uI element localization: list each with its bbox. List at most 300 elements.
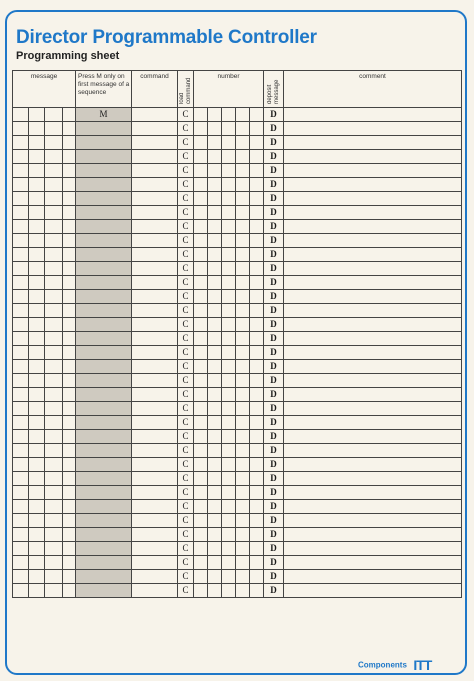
message-digit-cell[interactable] — [29, 458, 45, 472]
number-digit-cell[interactable] — [236, 444, 250, 458]
message-digit-cell[interactable] — [29, 472, 45, 486]
command-cell[interactable] — [132, 570, 178, 584]
number-digit-cell[interactable] — [208, 136, 222, 150]
deposit-message-cell[interactable]: D — [264, 164, 284, 178]
number-digit-cell[interactable] — [250, 374, 264, 388]
message-digit-cell[interactable] — [45, 388, 63, 402]
message-digit-cell[interactable] — [13, 304, 29, 318]
number-digit-cell[interactable] — [236, 248, 250, 262]
number-digit-cell[interactable] — [250, 178, 264, 192]
press-m-cell[interactable] — [76, 150, 132, 164]
number-digit-cell[interactable] — [236, 136, 250, 150]
number-digit-cell[interactable] — [236, 304, 250, 318]
number-digit-cell[interactable] — [250, 332, 264, 346]
deposit-message-cell[interactable]: D — [264, 136, 284, 150]
number-digit-cell[interactable] — [222, 248, 236, 262]
number-digit-cell[interactable] — [250, 388, 264, 402]
deposit-message-cell[interactable]: D — [264, 360, 284, 374]
command-cell[interactable] — [132, 500, 178, 514]
number-digit-cell[interactable] — [236, 542, 250, 556]
message-digit-cell[interactable] — [29, 346, 45, 360]
message-digit-cell[interactable] — [13, 388, 29, 402]
number-digit-cell[interactable] — [250, 514, 264, 528]
number-digit-cell[interactable] — [250, 262, 264, 276]
number-digit-cell[interactable] — [236, 220, 250, 234]
comment-cell[interactable] — [284, 388, 462, 402]
message-digit-cell[interactable] — [13, 262, 29, 276]
number-digit-cell[interactable] — [250, 402, 264, 416]
message-digit-cell[interactable] — [45, 542, 63, 556]
command-cell[interactable] — [132, 206, 178, 220]
message-digit-cell[interactable] — [13, 360, 29, 374]
press-m-cell[interactable] — [76, 206, 132, 220]
number-digit-cell[interactable] — [222, 542, 236, 556]
press-m-cell[interactable] — [76, 122, 132, 136]
number-digit-cell[interactable] — [250, 542, 264, 556]
number-digit-cell[interactable] — [194, 514, 208, 528]
comment-cell[interactable] — [284, 430, 462, 444]
number-digit-cell[interactable] — [194, 248, 208, 262]
number-digit-cell[interactable] — [194, 304, 208, 318]
press-m-cell[interactable] — [76, 332, 132, 346]
message-digit-cell[interactable] — [45, 514, 63, 528]
message-digit-cell[interactable] — [29, 318, 45, 332]
message-digit-cell[interactable] — [29, 206, 45, 220]
message-digit-cell[interactable] — [13, 486, 29, 500]
message-digit-cell[interactable] — [63, 164, 76, 178]
message-digit-cell[interactable] — [63, 500, 76, 514]
message-digit-cell[interactable] — [45, 346, 63, 360]
message-digit-cell[interactable] — [63, 444, 76, 458]
press-m-cell[interactable] — [76, 234, 132, 248]
message-digit-cell[interactable] — [63, 570, 76, 584]
press-m-cell[interactable] — [76, 346, 132, 360]
number-digit-cell[interactable] — [236, 528, 250, 542]
number-digit-cell[interactable] — [208, 248, 222, 262]
number-digit-cell[interactable] — [194, 360, 208, 374]
number-digit-cell[interactable] — [250, 234, 264, 248]
number-digit-cell[interactable] — [208, 290, 222, 304]
message-digit-cell[interactable] — [29, 500, 45, 514]
number-digit-cell[interactable] — [194, 542, 208, 556]
press-m-cell[interactable] — [76, 458, 132, 472]
load-command-cell[interactable]: C — [178, 304, 194, 318]
number-digit-cell[interactable] — [208, 108, 222, 122]
load-command-cell[interactable]: C — [178, 262, 194, 276]
deposit-message-cell[interactable]: D — [264, 374, 284, 388]
message-digit-cell[interactable] — [13, 472, 29, 486]
command-cell[interactable] — [132, 318, 178, 332]
message-digit-cell[interactable] — [29, 430, 45, 444]
message-digit-cell[interactable] — [29, 556, 45, 570]
message-digit-cell[interactable] — [13, 556, 29, 570]
message-digit-cell[interactable] — [63, 122, 76, 136]
load-command-cell[interactable]: C — [178, 402, 194, 416]
load-command-cell[interactable]: C — [178, 192, 194, 206]
comment-cell[interactable] — [284, 178, 462, 192]
load-command-cell[interactable]: C — [178, 542, 194, 556]
comment-cell[interactable] — [284, 472, 462, 486]
message-digit-cell[interactable] — [13, 206, 29, 220]
load-command-cell[interactable]: C — [178, 430, 194, 444]
number-digit-cell[interactable] — [222, 402, 236, 416]
number-digit-cell[interactable] — [250, 150, 264, 164]
deposit-message-cell[interactable]: D — [264, 276, 284, 290]
number-digit-cell[interactable] — [194, 570, 208, 584]
message-digit-cell[interactable] — [13, 164, 29, 178]
number-digit-cell[interactable] — [250, 360, 264, 374]
number-digit-cell[interactable] — [194, 486, 208, 500]
message-digit-cell[interactable] — [29, 402, 45, 416]
message-digit-cell[interactable] — [63, 486, 76, 500]
number-digit-cell[interactable] — [208, 444, 222, 458]
number-digit-cell[interactable] — [194, 528, 208, 542]
number-digit-cell[interactable] — [250, 486, 264, 500]
number-digit-cell[interactable] — [250, 220, 264, 234]
number-digit-cell[interactable] — [194, 374, 208, 388]
comment-cell[interactable] — [284, 570, 462, 584]
number-digit-cell[interactable] — [236, 234, 250, 248]
message-digit-cell[interactable] — [13, 542, 29, 556]
comment-cell[interactable] — [284, 500, 462, 514]
comment-cell[interactable] — [284, 206, 462, 220]
number-digit-cell[interactable] — [194, 556, 208, 570]
number-digit-cell[interactable] — [222, 556, 236, 570]
message-digit-cell[interactable] — [29, 528, 45, 542]
message-digit-cell[interactable] — [13, 430, 29, 444]
number-digit-cell[interactable] — [194, 178, 208, 192]
message-digit-cell[interactable] — [29, 290, 45, 304]
deposit-message-cell[interactable]: D — [264, 458, 284, 472]
message-digit-cell[interactable] — [29, 416, 45, 430]
press-m-cell[interactable] — [76, 276, 132, 290]
comment-cell[interactable] — [284, 318, 462, 332]
comment-cell[interactable] — [284, 150, 462, 164]
deposit-message-cell[interactable]: D — [264, 416, 284, 430]
message-digit-cell[interactable] — [13, 584, 29, 598]
deposit-message-cell[interactable]: D — [264, 500, 284, 514]
number-digit-cell[interactable] — [236, 514, 250, 528]
comment-cell[interactable] — [284, 346, 462, 360]
command-cell[interactable] — [132, 332, 178, 346]
load-command-cell[interactable]: C — [178, 136, 194, 150]
number-digit-cell[interactable] — [208, 374, 222, 388]
number-digit-cell[interactable] — [208, 332, 222, 346]
command-cell[interactable] — [132, 122, 178, 136]
message-digit-cell[interactable] — [45, 332, 63, 346]
message-digit-cell[interactable] — [63, 374, 76, 388]
load-command-cell[interactable]: C — [178, 150, 194, 164]
message-digit-cell[interactable] — [63, 108, 76, 122]
number-digit-cell[interactable] — [222, 374, 236, 388]
number-digit-cell[interactable] — [222, 346, 236, 360]
comment-cell[interactable] — [284, 486, 462, 500]
message-digit-cell[interactable] — [13, 332, 29, 346]
number-digit-cell[interactable] — [236, 290, 250, 304]
message-digit-cell[interactable] — [45, 206, 63, 220]
deposit-message-cell[interactable]: D — [264, 444, 284, 458]
number-digit-cell[interactable] — [250, 584, 264, 598]
number-digit-cell[interactable] — [208, 514, 222, 528]
number-digit-cell[interactable] — [194, 164, 208, 178]
deposit-message-cell[interactable]: D — [264, 122, 284, 136]
comment-cell[interactable] — [284, 192, 462, 206]
comment-cell[interactable] — [284, 514, 462, 528]
command-cell[interactable] — [132, 514, 178, 528]
command-cell[interactable] — [132, 108, 178, 122]
message-digit-cell[interactable] — [63, 276, 76, 290]
message-digit-cell[interactable] — [63, 206, 76, 220]
press-m-cell[interactable] — [76, 388, 132, 402]
deposit-message-cell[interactable]: D — [264, 430, 284, 444]
number-digit-cell[interactable] — [222, 276, 236, 290]
number-digit-cell[interactable] — [236, 108, 250, 122]
command-cell[interactable] — [132, 542, 178, 556]
number-digit-cell[interactable] — [194, 584, 208, 598]
message-digit-cell[interactable] — [45, 318, 63, 332]
number-digit-cell[interactable] — [236, 122, 250, 136]
press-m-cell[interactable] — [76, 514, 132, 528]
message-digit-cell[interactable] — [29, 248, 45, 262]
number-digit-cell[interactable] — [250, 192, 264, 206]
number-digit-cell[interactable] — [208, 584, 222, 598]
message-digit-cell[interactable] — [45, 528, 63, 542]
command-cell[interactable] — [132, 276, 178, 290]
message-digit-cell[interactable] — [29, 388, 45, 402]
load-command-cell[interactable]: C — [178, 108, 194, 122]
number-digit-cell[interactable] — [236, 584, 250, 598]
number-digit-cell[interactable] — [250, 430, 264, 444]
message-digit-cell[interactable] — [29, 542, 45, 556]
number-digit-cell[interactable] — [250, 206, 264, 220]
message-digit-cell[interactable] — [45, 108, 63, 122]
number-digit-cell[interactable] — [208, 570, 222, 584]
number-digit-cell[interactable] — [208, 234, 222, 248]
message-digit-cell[interactable] — [63, 290, 76, 304]
message-digit-cell[interactable] — [63, 360, 76, 374]
message-digit-cell[interactable] — [45, 444, 63, 458]
number-digit-cell[interactable] — [208, 388, 222, 402]
number-digit-cell[interactable] — [222, 234, 236, 248]
message-digit-cell[interactable] — [13, 402, 29, 416]
load-command-cell[interactable]: C — [178, 360, 194, 374]
command-cell[interactable] — [132, 220, 178, 234]
deposit-message-cell[interactable]: D — [264, 318, 284, 332]
message-digit-cell[interactable] — [63, 528, 76, 542]
message-digit-cell[interactable] — [13, 192, 29, 206]
press-m-cell[interactable] — [76, 430, 132, 444]
message-digit-cell[interactable] — [13, 136, 29, 150]
command-cell[interactable] — [132, 234, 178, 248]
deposit-message-cell[interactable]: D — [264, 332, 284, 346]
comment-cell[interactable] — [284, 108, 462, 122]
command-cell[interactable] — [132, 402, 178, 416]
message-digit-cell[interactable] — [45, 192, 63, 206]
load-command-cell[interactable]: C — [178, 374, 194, 388]
load-command-cell[interactable]: C — [178, 444, 194, 458]
load-command-cell[interactable]: C — [178, 206, 194, 220]
number-digit-cell[interactable] — [250, 472, 264, 486]
number-digit-cell[interactable] — [222, 122, 236, 136]
number-digit-cell[interactable] — [222, 290, 236, 304]
number-digit-cell[interactable] — [250, 304, 264, 318]
message-digit-cell[interactable] — [63, 458, 76, 472]
number-digit-cell[interactable] — [194, 234, 208, 248]
number-digit-cell[interactable] — [194, 388, 208, 402]
message-digit-cell[interactable] — [45, 290, 63, 304]
comment-cell[interactable] — [284, 136, 462, 150]
deposit-message-cell[interactable]: D — [264, 192, 284, 206]
deposit-message-cell[interactable]: D — [264, 402, 284, 416]
message-digit-cell[interactable] — [45, 164, 63, 178]
comment-cell[interactable] — [284, 304, 462, 318]
number-digit-cell[interactable] — [250, 346, 264, 360]
message-digit-cell[interactable] — [13, 570, 29, 584]
press-m-cell[interactable] — [76, 402, 132, 416]
message-digit-cell[interactable] — [45, 248, 63, 262]
number-digit-cell[interactable] — [208, 178, 222, 192]
load-command-cell[interactable]: C — [178, 556, 194, 570]
deposit-message-cell[interactable]: D — [264, 570, 284, 584]
message-digit-cell[interactable] — [29, 332, 45, 346]
message-digit-cell[interactable] — [29, 374, 45, 388]
comment-cell[interactable] — [284, 374, 462, 388]
deposit-message-cell[interactable]: D — [264, 346, 284, 360]
command-cell[interactable] — [132, 430, 178, 444]
command-cell[interactable] — [132, 528, 178, 542]
message-digit-cell[interactable] — [29, 444, 45, 458]
message-digit-cell[interactable] — [13, 178, 29, 192]
message-digit-cell[interactable] — [45, 374, 63, 388]
message-digit-cell[interactable] — [63, 542, 76, 556]
message-digit-cell[interactable] — [13, 514, 29, 528]
message-digit-cell[interactable] — [45, 430, 63, 444]
number-digit-cell[interactable] — [222, 304, 236, 318]
number-digit-cell[interactable] — [194, 458, 208, 472]
number-digit-cell[interactable] — [236, 346, 250, 360]
command-cell[interactable] — [132, 444, 178, 458]
message-digit-cell[interactable] — [63, 234, 76, 248]
message-digit-cell[interactable] — [45, 486, 63, 500]
deposit-message-cell[interactable]: D — [264, 262, 284, 276]
number-digit-cell[interactable] — [250, 122, 264, 136]
deposit-message-cell[interactable]: D — [264, 150, 284, 164]
number-digit-cell[interactable] — [208, 220, 222, 234]
number-digit-cell[interactable] — [208, 318, 222, 332]
number-digit-cell[interactable] — [236, 164, 250, 178]
press-m-cell[interactable] — [76, 416, 132, 430]
deposit-message-cell[interactable]: D — [264, 514, 284, 528]
message-digit-cell[interactable] — [13, 416, 29, 430]
load-command-cell[interactable]: C — [178, 584, 194, 598]
number-digit-cell[interactable] — [194, 290, 208, 304]
command-cell[interactable] — [132, 416, 178, 430]
comment-cell[interactable] — [284, 220, 462, 234]
message-digit-cell[interactable] — [29, 486, 45, 500]
command-cell[interactable] — [132, 486, 178, 500]
message-digit-cell[interactable] — [29, 136, 45, 150]
number-digit-cell[interactable] — [208, 556, 222, 570]
deposit-message-cell[interactable]: D — [264, 542, 284, 556]
number-digit-cell[interactable] — [194, 346, 208, 360]
press-m-cell[interactable] — [76, 360, 132, 374]
press-m-cell[interactable] — [76, 528, 132, 542]
message-digit-cell[interactable] — [63, 150, 76, 164]
number-digit-cell[interactable] — [236, 416, 250, 430]
message-digit-cell[interactable] — [13, 500, 29, 514]
press-m-cell[interactable]: M — [76, 108, 132, 122]
number-digit-cell[interactable] — [236, 388, 250, 402]
load-command-cell[interactable]: C — [178, 220, 194, 234]
message-digit-cell[interactable] — [45, 570, 63, 584]
command-cell[interactable] — [132, 556, 178, 570]
message-digit-cell[interactable] — [45, 556, 63, 570]
load-command-cell[interactable]: C — [178, 458, 194, 472]
press-m-cell[interactable] — [76, 136, 132, 150]
load-command-cell[interactable]: C — [178, 248, 194, 262]
deposit-message-cell[interactable]: D — [264, 108, 284, 122]
press-m-cell[interactable] — [76, 472, 132, 486]
message-digit-cell[interactable] — [63, 318, 76, 332]
press-m-cell[interactable] — [76, 374, 132, 388]
command-cell[interactable] — [132, 472, 178, 486]
number-digit-cell[interactable] — [222, 164, 236, 178]
message-digit-cell[interactable] — [13, 346, 29, 360]
number-digit-cell[interactable] — [208, 304, 222, 318]
number-digit-cell[interactable] — [250, 570, 264, 584]
number-digit-cell[interactable] — [222, 416, 236, 430]
number-digit-cell[interactable] — [208, 206, 222, 220]
number-digit-cell[interactable] — [194, 262, 208, 276]
comment-cell[interactable] — [284, 248, 462, 262]
number-digit-cell[interactable] — [208, 262, 222, 276]
load-command-cell[interactable]: C — [178, 500, 194, 514]
number-digit-cell[interactable] — [222, 514, 236, 528]
message-digit-cell[interactable] — [29, 514, 45, 528]
deposit-message-cell[interactable]: D — [264, 290, 284, 304]
number-digit-cell[interactable] — [208, 542, 222, 556]
number-digit-cell[interactable] — [194, 500, 208, 514]
message-digit-cell[interactable] — [45, 178, 63, 192]
number-digit-cell[interactable] — [250, 458, 264, 472]
command-cell[interactable] — [132, 458, 178, 472]
number-digit-cell[interactable] — [236, 360, 250, 374]
number-digit-cell[interactable] — [222, 388, 236, 402]
press-m-cell[interactable] — [76, 318, 132, 332]
number-digit-cell[interactable] — [250, 248, 264, 262]
number-digit-cell[interactable] — [208, 122, 222, 136]
load-command-cell[interactable]: C — [178, 276, 194, 290]
load-command-cell[interactable]: C — [178, 416, 194, 430]
message-digit-cell[interactable] — [45, 402, 63, 416]
message-digit-cell[interactable] — [63, 248, 76, 262]
number-digit-cell[interactable] — [222, 332, 236, 346]
load-command-cell[interactable]: C — [178, 514, 194, 528]
message-digit-cell[interactable] — [63, 430, 76, 444]
load-command-cell[interactable]: C — [178, 178, 194, 192]
load-command-cell[interactable]: C — [178, 290, 194, 304]
number-digit-cell[interactable] — [222, 262, 236, 276]
number-digit-cell[interactable] — [208, 346, 222, 360]
press-m-cell[interactable] — [76, 570, 132, 584]
load-command-cell[interactable]: C — [178, 164, 194, 178]
number-digit-cell[interactable] — [208, 402, 222, 416]
number-digit-cell[interactable] — [222, 430, 236, 444]
number-digit-cell[interactable] — [222, 108, 236, 122]
number-digit-cell[interactable] — [222, 220, 236, 234]
deposit-message-cell[interactable]: D — [264, 178, 284, 192]
number-digit-cell[interactable] — [194, 430, 208, 444]
